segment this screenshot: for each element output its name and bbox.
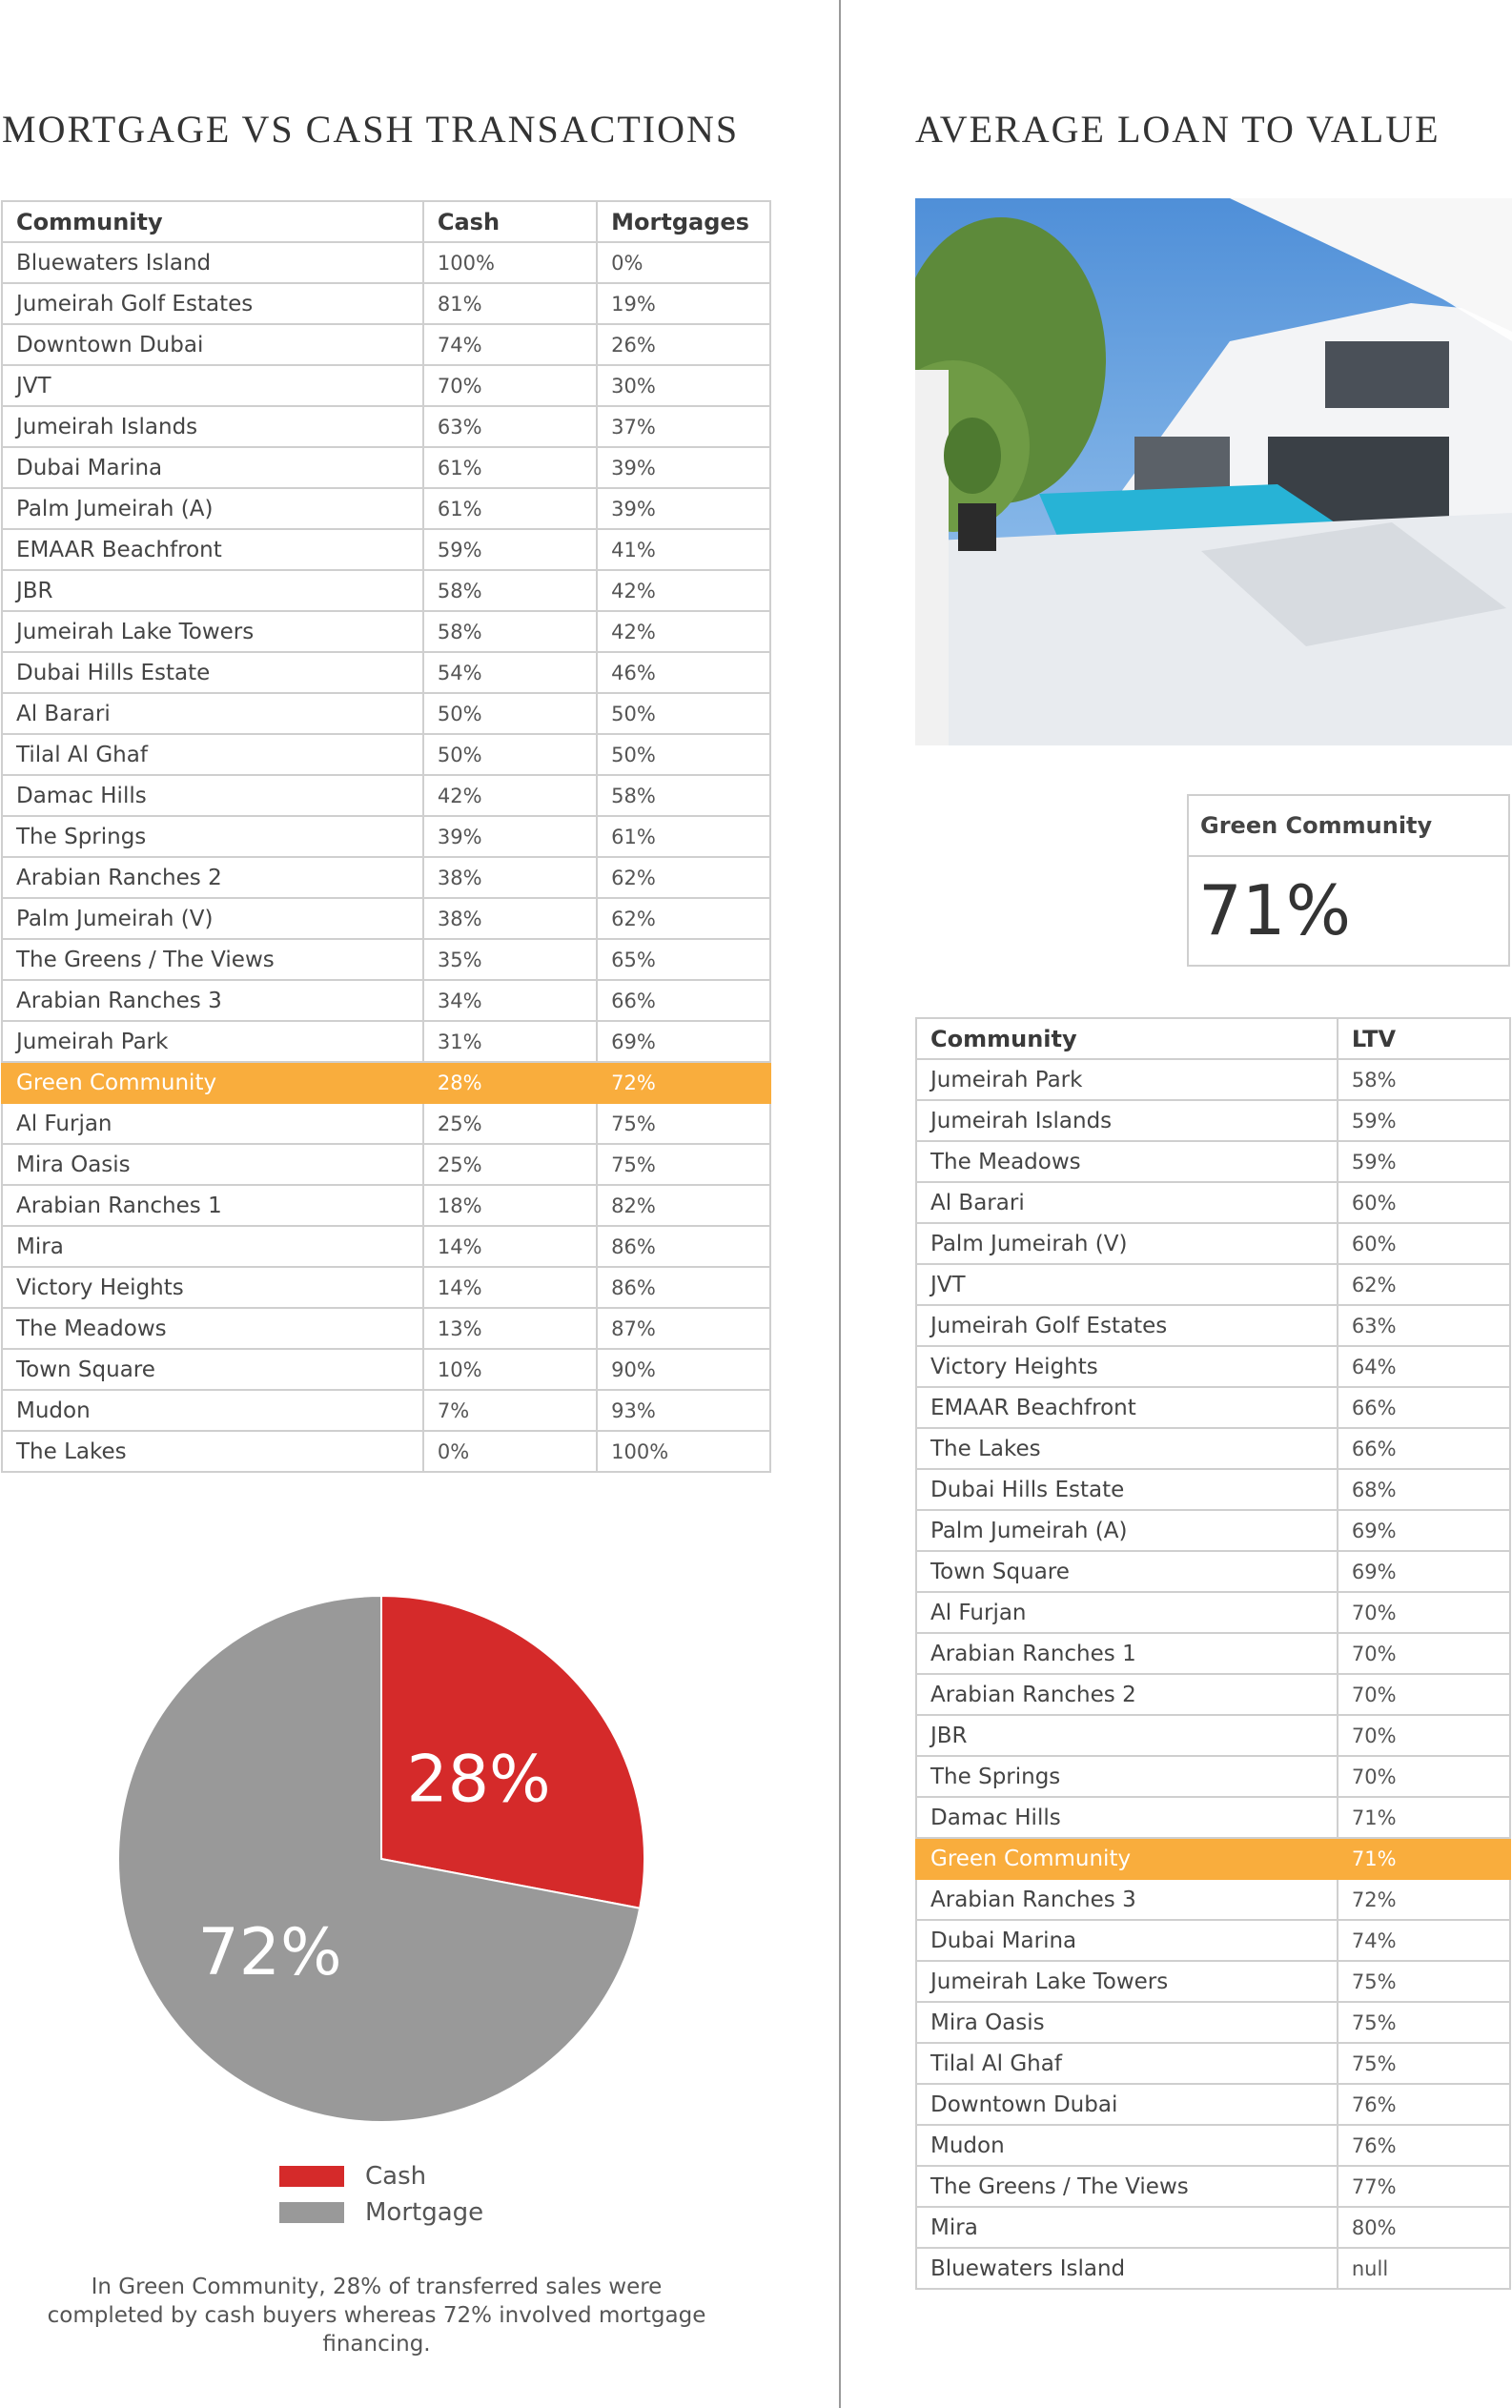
community-cell: The Greens / The Views bbox=[916, 2166, 1338, 2207]
value-cell: 7% bbox=[423, 1390, 597, 1431]
value-cell: 13% bbox=[423, 1308, 597, 1349]
column-header-mortgages: Mortgages bbox=[597, 201, 770, 242]
value-cell: 63% bbox=[423, 406, 597, 447]
table-row-highlighted bbox=[2, 1062, 770, 1103]
community-cell: Mira bbox=[2, 1226, 423, 1267]
community-cell: Arabian Ranches 1 bbox=[916, 1633, 1338, 1674]
value-cell: 75% bbox=[597, 1144, 770, 1185]
value-cell: 58% bbox=[423, 611, 597, 652]
value-cell: 50% bbox=[423, 734, 597, 775]
legend-item-cash bbox=[279, 2158, 483, 2194]
table-header-row bbox=[916, 1018, 1510, 1059]
community-cell: Jumeirah Golf Estates bbox=[2, 283, 423, 324]
table-row bbox=[916, 1592, 1510, 1633]
value-cell: 38% bbox=[423, 898, 597, 939]
table-row bbox=[916, 1879, 1510, 1920]
table-row bbox=[916, 1797, 1510, 1838]
table-row bbox=[916, 1674, 1510, 1715]
value-cell: 39% bbox=[597, 447, 770, 488]
average-ltv-heading: AVERAGE LOAN TO VALUE bbox=[915, 108, 1440, 151]
table-row bbox=[916, 1141, 1510, 1182]
table-row bbox=[2, 611, 770, 652]
community-cell: Jumeirah Islands bbox=[916, 1100, 1338, 1141]
value-cell: 50% bbox=[423, 693, 597, 734]
value-cell: 62% bbox=[597, 898, 770, 939]
community-cell: Al Furjan bbox=[2, 1103, 423, 1144]
value-cell: 35% bbox=[423, 939, 597, 980]
community-cell: Arabian Ranches 2 bbox=[2, 857, 423, 898]
value-cell: null bbox=[1338, 2248, 1510, 2289]
value-cell: 70% bbox=[423, 365, 597, 406]
community-cell: Dubai Hills Estate bbox=[2, 652, 423, 693]
table-header-row bbox=[2, 201, 770, 242]
table-row bbox=[2, 1185, 770, 1226]
value-cell: 61% bbox=[423, 488, 597, 529]
community-cell: The Meadows bbox=[916, 1141, 1338, 1182]
community-cell: Tilal Al Ghaf bbox=[916, 2043, 1338, 2084]
mortgage-cash-table bbox=[1, 200, 771, 1473]
value-cell: 75% bbox=[1338, 2043, 1510, 2084]
value-cell: 87% bbox=[597, 1308, 770, 1349]
value-cell: 75% bbox=[1338, 1961, 1510, 2002]
table-row bbox=[2, 324, 770, 365]
value-cell: 62% bbox=[597, 857, 770, 898]
value-cell: 71% bbox=[1338, 1797, 1510, 1838]
value-cell: 59% bbox=[423, 529, 597, 570]
table-row bbox=[2, 406, 770, 447]
community-cell: Al Barari bbox=[2, 693, 423, 734]
villa-pool-photo bbox=[915, 198, 1512, 745]
table-row bbox=[2, 652, 770, 693]
community-cell: EMAAR Beachfront bbox=[2, 529, 423, 570]
community-cell: Downtown Dubai bbox=[916, 2084, 1338, 2125]
pie-label-cash: 28% bbox=[406, 1742, 551, 1818]
value-cell: 86% bbox=[597, 1267, 770, 1308]
table-row bbox=[916, 2125, 1510, 2166]
green-community-ltv-card bbox=[1187, 794, 1510, 967]
value-cell: 90% bbox=[597, 1349, 770, 1390]
value-cell: 66% bbox=[1338, 1387, 1510, 1428]
value-cell: 76% bbox=[1338, 2084, 1510, 2125]
legend-item-mortgage bbox=[279, 2194, 483, 2231]
community-cell: Dubai Hills Estate bbox=[916, 1469, 1338, 1510]
table-row bbox=[916, 1428, 1510, 1469]
table-row bbox=[2, 980, 770, 1021]
community-cell: Arabian Ranches 2 bbox=[916, 1674, 1338, 1715]
table-row bbox=[916, 1715, 1510, 1756]
table-row bbox=[916, 1223, 1510, 1264]
community-cell: The Lakes bbox=[2, 1431, 423, 1472]
value-cell: 65% bbox=[597, 939, 770, 980]
table-row bbox=[2, 1021, 770, 1062]
table-row-highlighted bbox=[916, 1838, 1510, 1879]
table-row bbox=[916, 2043, 1510, 2084]
table-row bbox=[2, 898, 770, 939]
community-cell: Palm Jumeirah (A) bbox=[916, 1510, 1338, 1551]
value-cell: 59% bbox=[1338, 1100, 1510, 1141]
value-cell: 58% bbox=[597, 775, 770, 816]
table-row bbox=[2, 816, 770, 857]
value-cell: 81% bbox=[423, 283, 597, 324]
community-cell: Jumeirah Golf Estates bbox=[916, 1305, 1338, 1346]
community-cell: Dubai Marina bbox=[916, 1920, 1338, 1961]
table-row bbox=[2, 939, 770, 980]
community-cell: Mudon bbox=[916, 2125, 1338, 2166]
value-cell: 39% bbox=[597, 488, 770, 529]
value-cell: 69% bbox=[597, 1021, 770, 1062]
value-cell: 18% bbox=[423, 1185, 597, 1226]
value-cell: 66% bbox=[1338, 1428, 1510, 1469]
table-row bbox=[916, 2248, 1510, 2289]
table-row bbox=[916, 2084, 1510, 2125]
community-cell: Bluewaters Island bbox=[2, 242, 423, 283]
value-cell: 42% bbox=[597, 570, 770, 611]
table-row bbox=[916, 1100, 1510, 1141]
community-cell: Jumeirah Park bbox=[916, 1059, 1338, 1100]
table-row bbox=[2, 447, 770, 488]
table-row bbox=[916, 1346, 1510, 1387]
community-cell: Mira Oasis bbox=[2, 1144, 423, 1185]
community-cell: Victory Heights bbox=[916, 1346, 1338, 1387]
community-cell: The Meadows bbox=[2, 1308, 423, 1349]
community-cell: The Greens / The Views bbox=[2, 939, 423, 980]
value-cell: 70% bbox=[1338, 1633, 1510, 1674]
value-cell: 82% bbox=[597, 1185, 770, 1226]
community-cell: Palm Jumeirah (V) bbox=[2, 898, 423, 939]
value-cell: 34% bbox=[423, 980, 597, 1021]
value-cell: 64% bbox=[1338, 1346, 1510, 1387]
value-cell: 46% bbox=[597, 652, 770, 693]
table-row bbox=[916, 1551, 1510, 1592]
value-cell: 74% bbox=[423, 324, 597, 365]
table-row bbox=[2, 1144, 770, 1185]
community-cell: JBR bbox=[916, 1715, 1338, 1756]
community-cell: Jumeirah Lake Towers bbox=[2, 611, 423, 652]
table-row bbox=[2, 1390, 770, 1431]
legend-swatch-cash bbox=[279, 2166, 344, 2187]
community-cell: Mira Oasis bbox=[916, 2002, 1338, 2043]
community-cell: Damac Hills bbox=[2, 775, 423, 816]
column-header-community: Community bbox=[916, 1018, 1338, 1059]
community-cell: Jumeirah Park bbox=[2, 1021, 423, 1062]
table-row bbox=[916, 1469, 1510, 1510]
value-cell: 42% bbox=[597, 611, 770, 652]
community-cell: Downtown Dubai bbox=[2, 324, 423, 365]
value-cell: 93% bbox=[597, 1390, 770, 1431]
value-cell: 75% bbox=[1338, 2002, 1510, 2043]
community-cell: Victory Heights bbox=[2, 1267, 423, 1308]
value-cell: 50% bbox=[597, 693, 770, 734]
table-row bbox=[916, 1961, 1510, 2002]
community-cell: Damac Hills bbox=[916, 1797, 1338, 1838]
value-cell: 70% bbox=[1338, 1756, 1510, 1797]
value-cell: 74% bbox=[1338, 1920, 1510, 1961]
value-cell: 60% bbox=[1338, 1182, 1510, 1223]
value-cell: 70% bbox=[1338, 1715, 1510, 1756]
community-cell: Green Community bbox=[2, 1062, 423, 1103]
table-row bbox=[2, 1226, 770, 1267]
community-cell: Town Square bbox=[916, 1551, 1338, 1592]
community-cell: Tilal Al Ghaf bbox=[2, 734, 423, 775]
table-row bbox=[2, 857, 770, 898]
value-cell: 72% bbox=[1338, 1879, 1510, 1920]
column-header-cash: Cash bbox=[423, 201, 597, 242]
table-row bbox=[2, 283, 770, 324]
ltv-table bbox=[915, 1017, 1511, 2290]
table-row bbox=[2, 242, 770, 283]
value-cell: 76% bbox=[1338, 2125, 1510, 2166]
community-cell: Mira bbox=[916, 2207, 1338, 2248]
community-cell: JVT bbox=[2, 365, 423, 406]
mortgage-vs-cash-heading: MORTGAGE VS CASH TRANSACTIONS bbox=[2, 108, 740, 151]
value-cell: 63% bbox=[1338, 1305, 1510, 1346]
table-row bbox=[2, 1308, 770, 1349]
table-row bbox=[916, 2166, 1510, 2207]
community-cell: Bluewaters Island bbox=[916, 2248, 1338, 2289]
value-cell: 54% bbox=[423, 652, 597, 693]
community-cell: JBR bbox=[2, 570, 423, 611]
community-cell: Arabian Ranches 1 bbox=[2, 1185, 423, 1226]
table-row bbox=[916, 2207, 1510, 2248]
value-cell: 75% bbox=[597, 1103, 770, 1144]
pie-legend bbox=[279, 2158, 483, 2231]
table-row bbox=[2, 365, 770, 406]
column-header-ltv: LTV bbox=[1338, 1018, 1510, 1059]
column-header-community: Community bbox=[2, 201, 423, 242]
table-row bbox=[916, 2002, 1510, 2043]
table-row bbox=[2, 693, 770, 734]
table-row bbox=[916, 1305, 1510, 1346]
community-cell: Jumeirah Lake Towers bbox=[916, 1961, 1338, 2002]
table-row bbox=[2, 1103, 770, 1144]
value-cell: 30% bbox=[597, 365, 770, 406]
value-cell: 26% bbox=[597, 324, 770, 365]
value-cell: 37% bbox=[597, 406, 770, 447]
value-cell: 71% bbox=[1338, 1838, 1510, 1879]
community-cell: Arabian Ranches 3 bbox=[2, 980, 423, 1021]
community-cell: The Springs bbox=[2, 816, 423, 857]
table-row bbox=[916, 1633, 1510, 1674]
value-cell: 39% bbox=[423, 816, 597, 857]
value-cell: 25% bbox=[423, 1144, 597, 1185]
value-cell: 100% bbox=[423, 242, 597, 283]
value-cell: 0% bbox=[597, 242, 770, 283]
value-cell: 28% bbox=[423, 1062, 597, 1103]
table-row bbox=[2, 529, 770, 570]
community-cell: Town Square bbox=[2, 1349, 423, 1390]
table-row bbox=[2, 775, 770, 816]
table-row bbox=[2, 570, 770, 611]
community-cell: Al Barari bbox=[916, 1182, 1338, 1223]
column-divider bbox=[839, 0, 841, 2408]
value-cell: 10% bbox=[423, 1349, 597, 1390]
value-cell: 14% bbox=[423, 1267, 597, 1308]
table-row bbox=[2, 488, 770, 529]
value-cell: 19% bbox=[597, 283, 770, 324]
community-cell: The Lakes bbox=[916, 1428, 1338, 1469]
value-cell: 86% bbox=[597, 1226, 770, 1267]
value-cell: 38% bbox=[423, 857, 597, 898]
value-cell: 61% bbox=[597, 816, 770, 857]
community-cell: Arabian Ranches 3 bbox=[916, 1879, 1338, 1920]
legend-swatch-mortgage bbox=[279, 2202, 344, 2223]
value-cell: 62% bbox=[1338, 1264, 1510, 1305]
value-cell: 68% bbox=[1338, 1469, 1510, 1510]
value-cell: 80% bbox=[1338, 2207, 1510, 2248]
table-row bbox=[916, 1387, 1510, 1428]
value-cell: 42% bbox=[423, 775, 597, 816]
table-row bbox=[916, 1059, 1510, 1100]
table-row bbox=[2, 1431, 770, 1472]
table-row bbox=[916, 1182, 1510, 1223]
value-cell: 66% bbox=[597, 980, 770, 1021]
community-cell: JVT bbox=[916, 1264, 1338, 1305]
value-cell: 31% bbox=[423, 1021, 597, 1062]
table-row bbox=[916, 1756, 1510, 1797]
value-cell: 50% bbox=[597, 734, 770, 775]
community-cell: The Springs bbox=[916, 1756, 1338, 1797]
value-cell: 69% bbox=[1338, 1551, 1510, 1592]
community-cell: EMAAR Beachfront bbox=[916, 1387, 1338, 1428]
community-cell: Jumeirah Islands bbox=[2, 406, 423, 447]
community-cell: Dubai Marina bbox=[2, 447, 423, 488]
value-cell: 58% bbox=[423, 570, 597, 611]
kpi-value: 71% bbox=[1198, 870, 1352, 950]
table-row bbox=[916, 1264, 1510, 1305]
table-row bbox=[2, 734, 770, 775]
community-cell: Palm Jumeirah (V) bbox=[916, 1223, 1338, 1264]
pie-label-mortgage: 72% bbox=[197, 1914, 342, 1990]
value-cell: 60% bbox=[1338, 1223, 1510, 1264]
legend-label-mortgage: Mortgage bbox=[365, 2198, 484, 2227]
value-cell: 59% bbox=[1338, 1141, 1510, 1182]
value-cell: 70% bbox=[1338, 1592, 1510, 1633]
value-cell: 58% bbox=[1338, 1059, 1510, 1100]
cash-vs-mortgage-pie-chart bbox=[114, 1592, 648, 2126]
community-cell: Al Furjan bbox=[916, 1592, 1338, 1633]
kpi-label: Green Community bbox=[1189, 796, 1508, 857]
community-cell: Palm Jumeirah (A) bbox=[2, 488, 423, 529]
table-row bbox=[2, 1349, 770, 1390]
value-cell: 61% bbox=[423, 447, 597, 488]
value-cell: 100% bbox=[597, 1431, 770, 1472]
community-cell: Green Community bbox=[916, 1838, 1338, 1879]
value-cell: 69% bbox=[1338, 1510, 1510, 1551]
legend-label-cash: Cash bbox=[365, 2162, 427, 2191]
table-row bbox=[916, 1510, 1510, 1551]
community-cell: Mudon bbox=[2, 1390, 423, 1431]
value-cell: 77% bbox=[1338, 2166, 1510, 2207]
table-row bbox=[916, 1920, 1510, 1961]
value-cell: 70% bbox=[1338, 1674, 1510, 1715]
value-cell: 41% bbox=[597, 529, 770, 570]
table-row bbox=[2, 1267, 770, 1308]
value-cell: 25% bbox=[423, 1103, 597, 1144]
pie-caption: In Green Community, 28% of transferred sales were completed by cash buyers whereas 72% involved mortgage financing. bbox=[47, 2275, 706, 2357]
value-cell: 14% bbox=[423, 1226, 597, 1267]
value-cell: 72% bbox=[597, 1062, 770, 1103]
value-cell: 0% bbox=[423, 1431, 597, 1472]
